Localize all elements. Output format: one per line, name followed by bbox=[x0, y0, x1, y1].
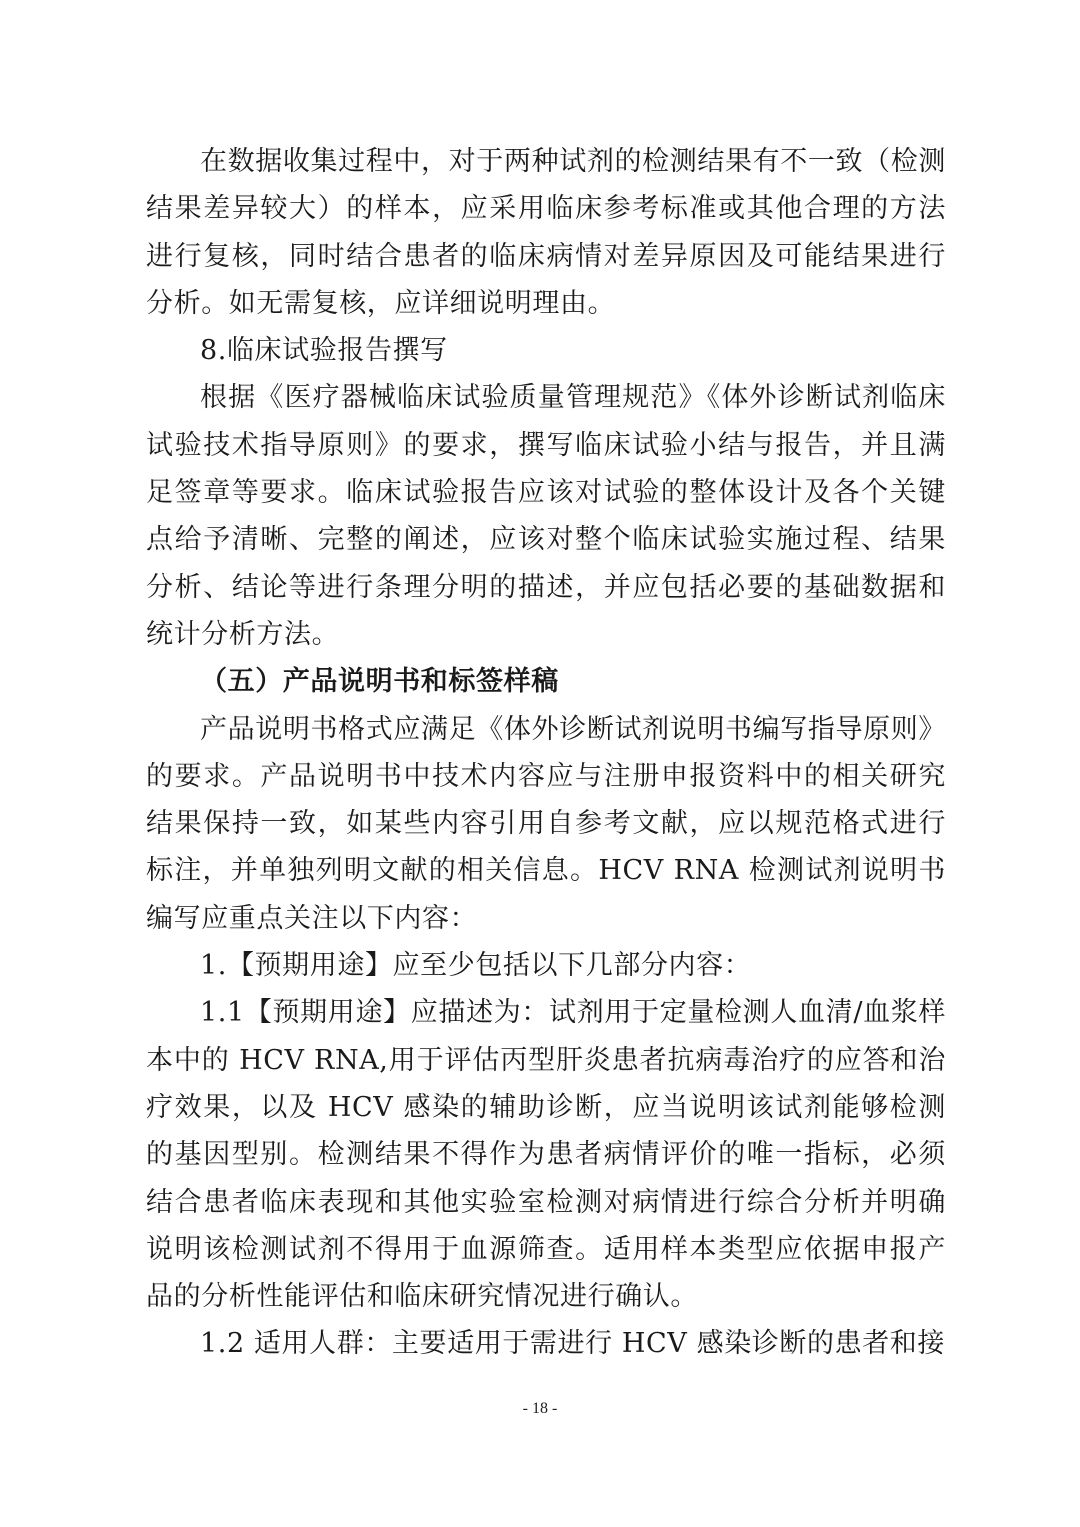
body-text bbox=[146, 138, 946, 1368]
heading-clinical-report: 8.临床试验报告撰写 bbox=[200, 335, 448, 367]
paragraph-target-population: 1.2 适用人群：主要适用于需进行 HCV 感染诊断的患者和接 bbox=[200, 1328, 945, 1360]
paragraph-instructions-format: 产品说明书格式应满足《体外诊断试剂说明书编写指导原则》的要求。产品说明书中技术内容应与注册申报资料中的相关研究结果保持一致，如某些内容引用自参考文献，应以规范格式进行标注，并单独列明文献的相关信息。HCV RNA 检测试剂说明书编写应重点关注以下内容： bbox=[146, 713, 946, 934]
paragraph-data-review: 在数据收集过程中，对于两种试剂的检测结果有不一致（检测结果差异较大）的样本，应采用临床参考标准或其他合理的方法进行复核，同时结合患者的临床病情对差异原因及可能结果进行分析。如无需复核，应详细说明理由。 bbox=[146, 146, 946, 319]
paragraph-intended-use-description: 1.1【预期用途】应描述为：试剂用于定量检测人血清/血浆样本中的 HCV RNA,用于评估丙型肝炎患者抗病毒治疗的应答和治疗效果，以及 HCV 感染的辅助诊断，应当说明该试剂能够检测的基因型别。检测结果不得作为患者病情评价的唯一指标，必须结合患者临床表现和其他实验室检测对病情进行综合分析并明确说明该检测试剂不得用于血源筛查。适用样本类型应依据申报产品的分析性能评估和临床研究情况进行确认。 bbox=[146, 997, 946, 1313]
paragraph-clinical-report: 根据《医疗器械临床试验质量管理规范》《体外诊断试剂临床试验技术指导原则》的要求，撰写临床试验小结与报告，并且满足签章等要求。临床试验报告应该对试验的整体设计及各个关键点给予清晰、完整的阐述，应该对整个临床试验实施过程、结果分析、结论等进行条理分明的描述，并应包括必要的基础数据和统计分析方法。 bbox=[146, 382, 946, 650]
page-number: - 18 - bbox=[522, 1400, 558, 1417]
section-heading-instructions: （五）产品说明书和标签样稿 bbox=[200, 666, 559, 698]
heading-intended-use: 1.【预期用途】应至少包括以下几部分内容： bbox=[200, 950, 752, 982]
